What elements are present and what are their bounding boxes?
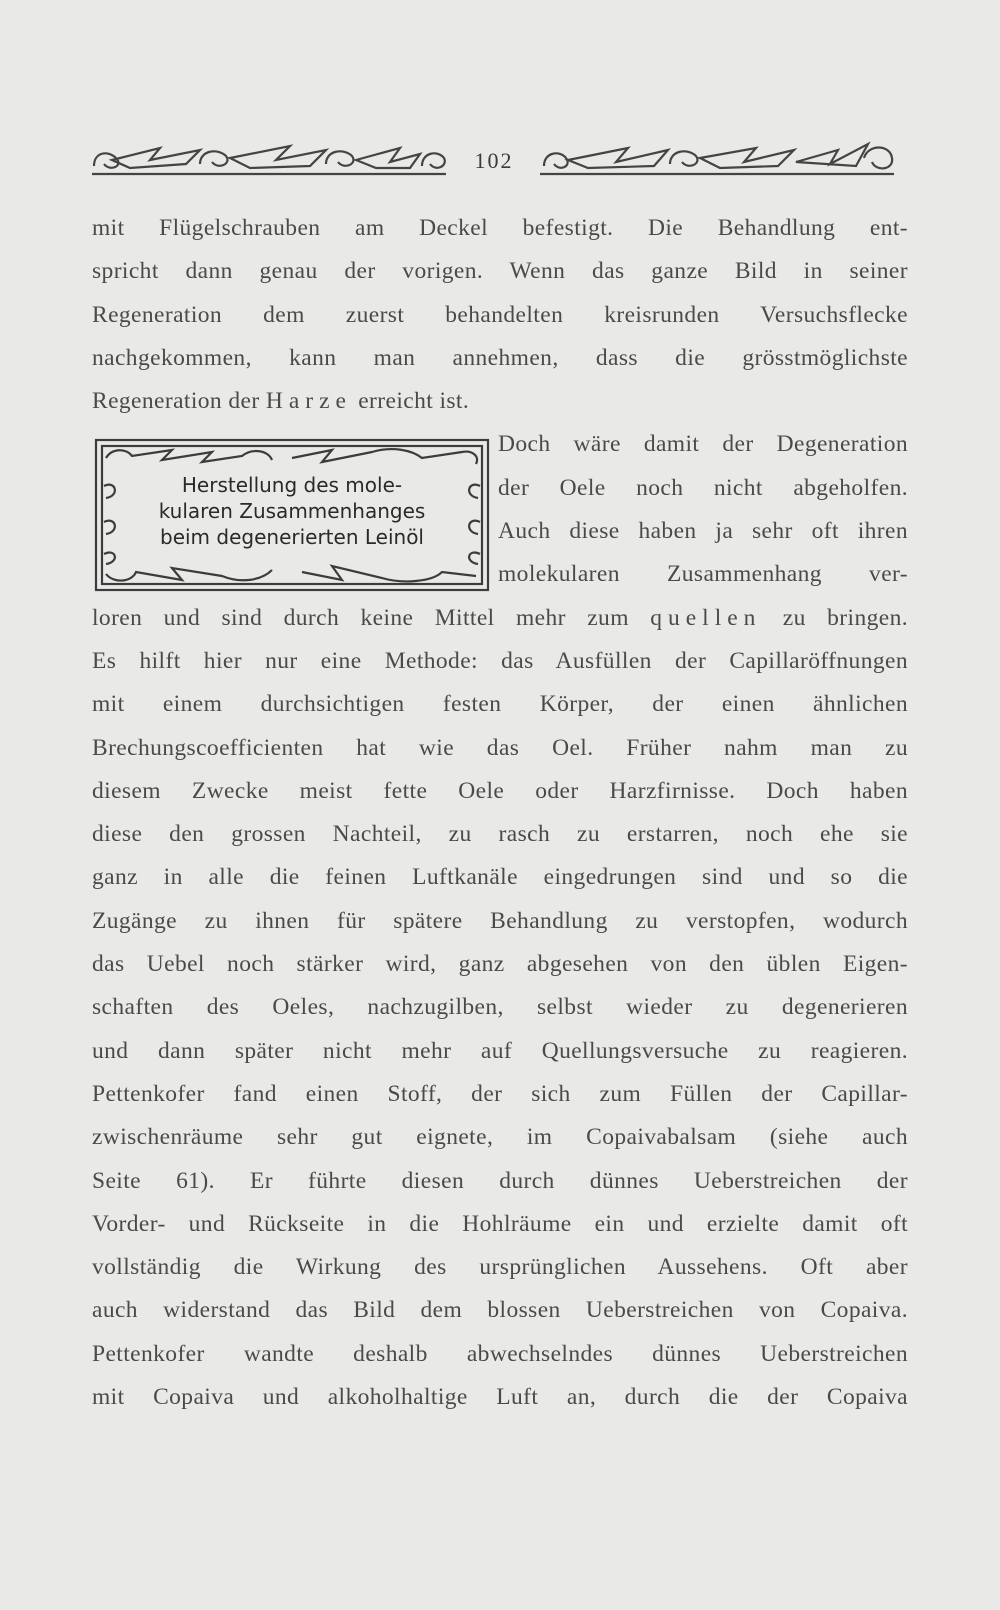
text-line: das Uebel noch stärker wird, ganz abgesehen von den üblen Eigen- [92,951,908,978]
text-line: Brechungscoefficienten hat wie das Oel. Früher nahm man zu [92,734,908,761]
text-fragment: loren und sind durch keine Mittel mehr zum [92,604,651,631]
text-line: Vorder- und Rückseite in die Hohlräume ein und erzielte damit oft [92,1210,908,1237]
ornament-left-icon [90,136,450,180]
body-text [92,207,908,1419]
spaced-word: Harze [265,388,352,415]
sidenote-line: beim degenerierten Leinöl [160,525,424,549]
text-line: Auch diese haben ja sehr oft ihren [498,518,908,545]
text-line: mit Flügelschrauben am Deckel befestigt. Die Behandlung ent- [92,215,908,241]
page-header [90,136,898,184]
text-line [92,380,908,423]
page-number: 102 [474,148,514,173]
text-line: Doch wäre damit der Degeneration [498,431,908,458]
text-line: schaften des Oeles, nachzugilben, selbst wieder zu degenerieren [92,994,908,1021]
text-line: diesem Zwecke meist fette Oele oder Harzfirnisse. Doch haben [92,777,908,804]
text-fragment: Regeneration der [92,388,266,415]
text-line: der Oele noch nicht abgeholfen. [498,474,908,501]
sidenote-line: Herstellung des mole- [181,473,403,497]
text-line [92,597,908,640]
sidenote-line: kularen Zusammenhanges [158,499,426,523]
text-line: diese den grossen Nachteil, zu rasch zu erstarren, noch ehe sie [92,821,908,848]
text-line: molekularen Zusammenhang ver- [498,561,908,588]
text-line: Pettenkofer wandte deshalb abwechselndes dünnes Ueberstreichen [92,1340,908,1367]
text-line: Regeneration dem zuerst behandelten kreisrunden Versuchsflecke [92,301,908,328]
text-line: auch widerstand das Bild dem blossen Ueberstreichen von Copaiva. [92,1297,908,1324]
text-line: Seite 61). Er führte diesen durch dünnes Ueberstreichen der [92,1167,908,1194]
paragraph-continuation [92,640,908,1419]
spaced-word: quellen [650,604,762,631]
text-line: zwischenräume sehr gut eignete, im Copaivabalsam (siehe auch [92,1124,908,1151]
text-fragment: zu bringen. [761,604,908,631]
text-fragment: erreicht ist. [351,388,470,415]
text-line: und dann später nicht mehr auf Quellungsversuche zu reagieren. [92,1037,908,1064]
text-line: Pettenkofer fand einen Stoff, der sich zum Füllen der Capillar- [92,1080,908,1107]
ornament-right-icon [538,136,898,180]
text-line: Zugänge zu ihnen für spätere Behandlung zu verstopfen, wodurch [92,907,908,934]
text-line: mit Copaiva und alkoholhaltige Luft an, durch die der Copaiva [92,1384,908,1411]
text-line: mit einem durchsichtigen festen Körper, der einen ähnlichen [92,691,908,718]
text-line: nachgekommen, kann man annehmen, dass die grösstmöglichste [92,344,908,371]
text-line: ganz in alle die feinen Luftkanäle eingedrungen sind und so die [92,864,908,891]
text-line: Es hilft hier nur eine Methode: das Ausfüllen der Capillaröffnungen [92,647,908,674]
text-line: spricht dann genau der vorigen. Wenn das ganze Bild in seiner [92,258,908,285]
text-line: vollständig die Wirkung des ursprünglichen Aussehens. Oft aber [92,1254,908,1281]
